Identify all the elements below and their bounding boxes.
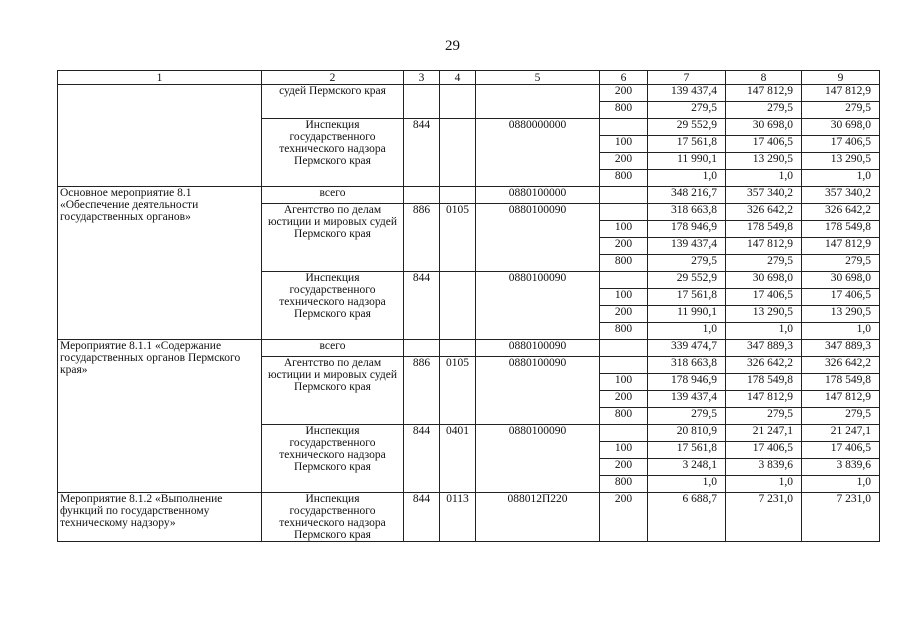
target-cell: 0880100090 <box>476 272 600 340</box>
code-cell: 844 <box>404 493 440 542</box>
value-cell: 178 549,8 <box>802 221 880 238</box>
agency-cell: судей Пермского края <box>262 85 404 119</box>
value-cell: 29 552,9 <box>648 272 726 289</box>
value-cell: 279,5 <box>726 408 802 425</box>
value-cell: 7 231,0 <box>802 493 880 542</box>
section-cell <box>440 85 476 119</box>
agency-cell: Инспекция государственного технического надзора Пермского края <box>262 493 404 542</box>
value-cell: 279,5 <box>802 255 880 272</box>
value-cell: 147 812,9 <box>726 391 802 408</box>
section-cell: 0105 <box>440 204 476 272</box>
value-cell: 17 406,5 <box>726 136 802 153</box>
agency-cell: Инспекция государственного технического надзора Пермского края <box>262 119 404 187</box>
expense-type-cell: 800 <box>600 255 648 272</box>
expense-type-cell: 800 <box>600 102 648 119</box>
expense-type-cell: 200 <box>600 459 648 476</box>
event-name-cell: Основное мероприятие 8.1 «Обеспечение деятельности государственных органов» <box>58 187 262 340</box>
value-cell: 178 946,9 <box>648 374 726 391</box>
value-cell: 318 663,8 <box>648 204 726 221</box>
code-cell <box>404 85 440 119</box>
value-cell: 13 290,5 <box>726 306 802 323</box>
section-cell: 0401 <box>440 425 476 493</box>
value-cell: 1,0 <box>802 170 880 187</box>
value-cell: 17 406,5 <box>726 289 802 306</box>
agency-cell: Агентство по делам юстиции и мировых судей Пермского края <box>262 204 404 272</box>
value-cell: 1,0 <box>802 476 880 493</box>
table-row <box>58 187 880 204</box>
event-name-cell: Мероприятие 8.1.1 «Содержание государственных органов Пермского края» <box>58 340 262 493</box>
expense-type-cell: 100 <box>600 136 648 153</box>
value-cell: 279,5 <box>648 255 726 272</box>
target-cell: 0880000000 <box>476 119 600 187</box>
value-cell: 279,5 <box>802 408 880 425</box>
value-cell: 17 406,5 <box>802 136 880 153</box>
expense-type-cell: 200 <box>600 153 648 170</box>
header-row <box>58 71 880 85</box>
value-cell: 1,0 <box>648 476 726 493</box>
code-cell: 844 <box>404 425 440 493</box>
value-cell: 30 698,0 <box>802 272 880 289</box>
expense-type-cell <box>600 187 648 204</box>
value-cell: 30 698,0 <box>726 119 802 136</box>
value-cell: 1,0 <box>726 476 802 493</box>
value-cell: 139 437,4 <box>648 391 726 408</box>
code-cell: 886 <box>404 204 440 272</box>
agency-cell: всего <box>262 340 404 357</box>
expense-type-cell: 800 <box>600 408 648 425</box>
section-cell <box>440 340 476 357</box>
value-cell: 326 642,2 <box>726 204 802 221</box>
value-cell: 178 946,9 <box>648 221 726 238</box>
expense-type-cell: 800 <box>600 170 648 187</box>
value-cell: 3 839,6 <box>802 459 880 476</box>
value-cell: 357 340,2 <box>726 187 802 204</box>
code-cell <box>404 340 440 357</box>
code-cell: 844 <box>404 272 440 340</box>
section-cell: 0113 <box>440 493 476 542</box>
event-name-cell: Мероприятие 8.1.2 «Выполнение функций по государственному техническому надзору» <box>58 493 262 542</box>
section-cell: 0105 <box>440 357 476 425</box>
header-cell: 9 <box>802 71 880 85</box>
value-cell: 139 437,4 <box>648 238 726 255</box>
header-cell: 2 <box>262 71 404 85</box>
expense-type-cell: 100 <box>600 442 648 459</box>
value-cell: 347 889,3 <box>726 340 802 357</box>
value-cell: 326 642,2 <box>802 357 880 374</box>
expense-type-cell: 200 <box>600 391 648 408</box>
table-row <box>58 85 880 102</box>
value-cell: 147 812,9 <box>802 85 880 102</box>
expense-type-cell: 200 <box>600 306 648 323</box>
value-cell: 178 549,8 <box>802 374 880 391</box>
expense-type-cell <box>600 357 648 374</box>
value-cell: 13 290,5 <box>802 306 880 323</box>
value-cell: 30 698,0 <box>726 272 802 289</box>
target-cell: 0880100090 <box>476 425 600 493</box>
value-cell: 147 812,9 <box>726 238 802 255</box>
value-cell: 17 406,5 <box>802 442 880 459</box>
expense-type-cell <box>600 425 648 442</box>
value-cell: 1,0 <box>648 323 726 340</box>
value-cell: 348 216,7 <box>648 187 726 204</box>
value-cell: 7 231,0 <box>726 493 802 542</box>
value-cell: 30 698,0 <box>802 119 880 136</box>
value-cell: 1,0 <box>802 323 880 340</box>
value-cell: 279,5 <box>726 255 802 272</box>
expense-type-cell: 800 <box>600 476 648 493</box>
value-cell: 1,0 <box>726 323 802 340</box>
agency-cell: Инспекция государственного технического надзора Пермского края <box>262 425 404 493</box>
header-cell: 3 <box>404 71 440 85</box>
code-cell <box>404 187 440 204</box>
expense-type-cell: 800 <box>600 323 648 340</box>
header-cell: 8 <box>726 71 802 85</box>
expense-type-cell <box>600 119 648 136</box>
expense-type-cell: 100 <box>600 374 648 391</box>
target-cell: 0880100090 <box>476 340 600 357</box>
code-cell: 886 <box>404 357 440 425</box>
agency-cell: Инспекция государственного технического надзора Пермского края <box>262 272 404 340</box>
header-cell: 6 <box>600 71 648 85</box>
expense-type-cell <box>600 272 648 289</box>
value-cell: 17 561,8 <box>648 289 726 306</box>
value-cell: 326 642,2 <box>726 357 802 374</box>
target-cell: 0880100000 <box>476 187 600 204</box>
value-cell: 279,5 <box>648 408 726 425</box>
value-cell: 1,0 <box>648 170 726 187</box>
expense-type-cell: 100 <box>600 221 648 238</box>
agency-cell: Агентство по делам юстиции и мировых судей Пермского края <box>262 357 404 425</box>
header-cell: 7 <box>648 71 726 85</box>
header-cell: 4 <box>440 71 476 85</box>
value-cell: 17 561,8 <box>648 136 726 153</box>
value-cell: 3 839,6 <box>726 459 802 476</box>
value-cell: 29 552,9 <box>648 119 726 136</box>
value-cell: 13 290,5 <box>726 153 802 170</box>
expense-type-cell: 200 <box>600 493 648 542</box>
section-cell <box>440 187 476 204</box>
table-row <box>58 493 880 542</box>
value-cell: 139 437,4 <box>648 85 726 102</box>
value-cell: 147 812,9 <box>802 238 880 255</box>
header-cell: 1 <box>58 71 262 85</box>
value-cell: 3 248,1 <box>648 459 726 476</box>
expense-type-cell <box>600 204 648 221</box>
value-cell: 1,0 <box>726 170 802 187</box>
value-cell: 17 406,5 <box>726 442 802 459</box>
agency-cell: всего <box>262 187 404 204</box>
value-cell: 17 561,8 <box>648 442 726 459</box>
expense-type-cell: 200 <box>600 238 648 255</box>
value-cell: 21 247,1 <box>726 425 802 442</box>
value-cell: 147 812,9 <box>726 85 802 102</box>
expense-type-cell: 100 <box>600 289 648 306</box>
value-cell: 17 406,5 <box>802 289 880 306</box>
value-cell: 318 663,8 <box>648 357 726 374</box>
budget-table <box>57 70 880 542</box>
value-cell: 279,5 <box>726 102 802 119</box>
value-cell: 13 290,5 <box>802 153 880 170</box>
value-cell: 178 549,8 <box>726 221 802 238</box>
value-cell: 11 990,1 <box>648 306 726 323</box>
value-cell: 347 889,3 <box>802 340 880 357</box>
target-cell <box>476 85 600 119</box>
page-number: 29 <box>445 38 460 54</box>
value-cell: 147 812,9 <box>802 391 880 408</box>
target-cell: 0880100090 <box>476 357 600 425</box>
value-cell: 178 549,8 <box>726 374 802 391</box>
value-cell: 6 688,7 <box>648 493 726 542</box>
value-cell: 20 810,9 <box>648 425 726 442</box>
value-cell: 21 247,1 <box>802 425 880 442</box>
value-cell: 339 474,7 <box>648 340 726 357</box>
code-cell: 844 <box>404 119 440 187</box>
target-cell: 088012П220 <box>476 493 600 542</box>
value-cell: 357 340,2 <box>802 187 880 204</box>
target-cell: 0880100090 <box>476 204 600 272</box>
value-cell: 326 642,2 <box>802 204 880 221</box>
event-name-cell <box>58 85 262 187</box>
expense-type-cell: 200 <box>600 85 648 102</box>
expense-type-cell <box>600 340 648 357</box>
section-cell <box>440 272 476 340</box>
header-cell: 5 <box>476 71 600 85</box>
section-cell <box>440 119 476 187</box>
value-cell: 279,5 <box>802 102 880 119</box>
value-cell: 11 990,1 <box>648 153 726 170</box>
value-cell: 279,5 <box>648 102 726 119</box>
table-row <box>58 340 880 357</box>
